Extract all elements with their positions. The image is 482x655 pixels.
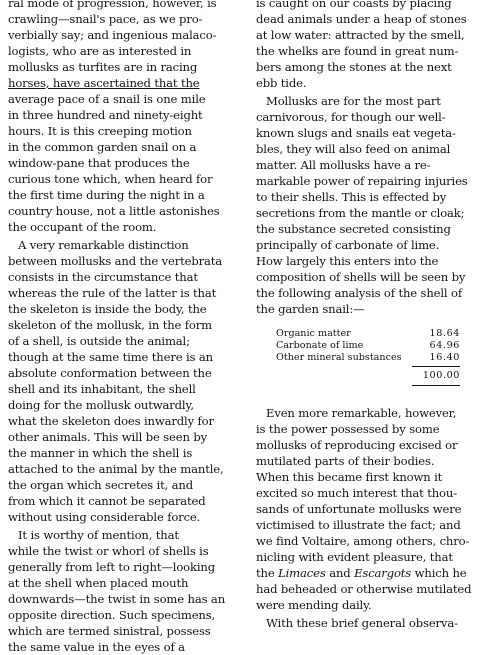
text-line: of a shell, is outside the animal;: [8, 334, 190, 348]
text-line: doing for the mollusk outwardly,: [8, 398, 194, 412]
text-line: carnivorous, for though our well-: [256, 110, 446, 124]
text-line: principally of carbonate of lime.: [256, 238, 440, 252]
text-line: downwards—the twist in some has an: [8, 592, 226, 606]
text-line: mutilated parts of their bodies.: [256, 454, 435, 468]
paragraph-first-line: It is worthy of mention, that: [18, 528, 179, 542]
text-line: in three hundred and ninety-eight: [8, 108, 203, 122]
shell-analysis-table: [256, 328, 476, 388]
text-line: hours. It is this creeping motion: [8, 124, 192, 138]
text-line: logists, who are as interested in: [8, 44, 192, 58]
text-line: crawling—snail's pace, as we pro-: [8, 12, 203, 26]
row-label: Other mineral substances: [276, 352, 402, 363]
text-line: curious tone which, when heard for: [8, 172, 213, 186]
text-line: were mending daily.: [256, 598, 372, 612]
paragraph-first-line: A very remarkable distinction: [18, 238, 189, 252]
text-line: markable power of repairing injuries: [256, 174, 468, 188]
text-line: window-pane that produces the: [8, 156, 190, 170]
paragraph-first-line: Mollusks are for the most part: [266, 94, 441, 108]
text-line: in the common garden snail on a: [8, 140, 197, 154]
text-line: matter. All mollusks have a re-: [256, 158, 431, 172]
text-line: known slugs and snails eat vegeta-: [256, 126, 456, 140]
paragraph-first-line: With these brief general observa-: [266, 616, 458, 630]
text-line: without using considerable force.: [8, 510, 201, 524]
text-line: the whelks are found in great num-: [256, 44, 459, 58]
text-line: ral mode of progression, however, is: [8, 0, 217, 10]
text-line: mollusks of reproducing excised or: [256, 438, 458, 452]
text-line: skeleton of the mollusk, in the form: [8, 318, 212, 332]
text-line: had beheaded or otherwise mutilated: [256, 582, 472, 596]
text-line: generally from left to right—looking: [8, 560, 216, 574]
row-value: 18.64: [429, 328, 460, 339]
text-line: is the power possessed by some: [256, 422, 440, 436]
text-line: is caught on our coasts by placing: [256, 0, 452, 10]
text-line: the occupant of the room.: [8, 220, 157, 234]
text-line: though at the same time there is an: [8, 350, 213, 364]
text-line: opposite direction. Such specimens,: [8, 608, 216, 622]
text-line: bles, they will also feed on animal: [256, 142, 451, 156]
text-line: at low water: attracted by the smell,: [256, 28, 465, 42]
text-line: we find Voltaire, among others, chro-: [256, 534, 470, 548]
text-line: sands of unfortunate mollusks were: [256, 502, 462, 516]
text-line: the first time during the night in a: [8, 188, 205, 202]
text-line: When this became first known it: [256, 470, 443, 484]
row-label: Carbonate of lime: [276, 340, 364, 351]
text-line: excited so much interest that thou-: [256, 486, 457, 500]
text-line: horses, have ascertained that the: [8, 76, 200, 90]
italic-word: Limaces: [278, 566, 326, 580]
text-line: average pace of a snail is one mile: [8, 92, 206, 106]
text-line: victimised to illustrate the fact; and: [256, 518, 461, 532]
text-line: dead animals under a heap of stones: [256, 12, 467, 26]
text-line: bers among the stones at the next: [256, 60, 452, 74]
row-value: 16.40: [429, 352, 460, 363]
text-line: what the skeleton does inwardly for: [8, 414, 214, 428]
text-line: the same value in the eyes of a: [8, 640, 185, 654]
text-line: ebb tide.: [256, 76, 307, 90]
text-line: whereas the rule of the latter is that: [8, 286, 217, 300]
row-value: 64.96: [429, 340, 460, 351]
text-line: secretions from the mantle or cloak;: [256, 206, 465, 220]
paragraph-first-line: Even more remarkable, however,: [266, 406, 457, 420]
italic-word: Escargots: [354, 566, 412, 580]
text-line: country house, not a little astonishes: [8, 204, 220, 218]
text-line: the following analysis of the shell of: [256, 286, 462, 300]
text-line: shell and its inhabitant, the shell: [8, 382, 196, 396]
text-line: the garden snail:—: [256, 302, 365, 316]
text-line: which are termed sinistral, possess: [8, 624, 211, 638]
text-line: the skeleton is inside the body, the: [8, 302, 207, 316]
text-line: nicling with evident pleasure, that: [256, 550, 453, 564]
text-line: the organ which secretes it, and: [8, 478, 194, 492]
row-label: Organic matter: [276, 328, 351, 339]
text-line: absolute conformation between the: [8, 366, 212, 380]
text-line: to their shells. This is effected by: [256, 190, 447, 204]
total-value: 100.00: [422, 370, 460, 381]
text-line: the Limaces and Escargots which he: [256, 566, 467, 580]
text-line: consists in the circumstance that: [8, 270, 198, 284]
text-line: attached to the animal by the mantle,: [8, 462, 224, 476]
text-line: How largely this enters into the: [256, 254, 439, 268]
text-line: verbially say; and ingenious malaco-: [8, 28, 217, 42]
text-line: the manner in which the shell is: [8, 446, 193, 460]
text-line: mollusks as turfites are in racing: [8, 60, 198, 74]
total-rule: [412, 385, 460, 386]
text-line: the substance secreted consisting: [256, 222, 451, 236]
text-line: other animals. This will be seen by: [8, 430, 208, 444]
text-line: while the twist or whorl of shells is: [8, 544, 209, 558]
text-line: composition of shells will be seen by: [256, 270, 466, 284]
sum-rule: [412, 366, 460, 367]
text-line: between mollusks and the vertebrata: [8, 254, 223, 268]
text-line: from which it cannot be separated: [8, 494, 206, 508]
text-line: at the shell when placed mouth: [8, 576, 189, 590]
